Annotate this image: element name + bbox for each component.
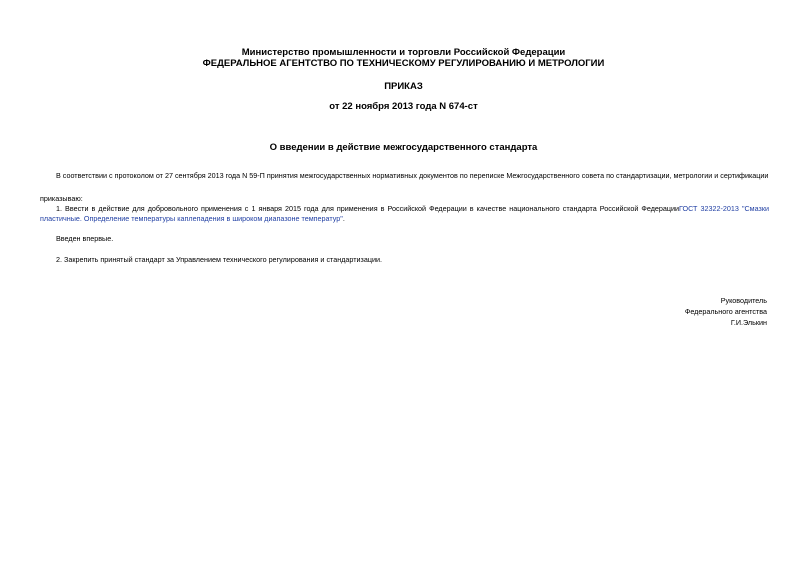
gost-link-part1[interactable]: ГОСТ 32322-2013 "Смазки: [679, 204, 769, 213]
item1-line2: [40, 213, 345, 224]
signature-position: Руководитель: [720, 296, 767, 305]
document-date-number: от 22 ноября 2013 года N 674-ст: [329, 101, 478, 112]
item1-end: .: [342, 214, 345, 223]
agency-name: ФЕДЕРАЛЬНОЕ АГЕНТСТВО ПО ТЕХНИЧЕСКОМУ РЕГУЛИРОВАНИЮ И МЕТРОЛОГИИ: [202, 58, 605, 69]
order-word: приказываю:: [40, 194, 83, 203]
signature-agency: Федерального агентства: [684, 307, 767, 316]
item1-text: 1. Ввести в действие для добровольного применения с 1 января 2015 года для применения в Российской Федерации в качестве национального стандарта Российской Федерации: [56, 204, 680, 213]
ministry-name: Министерство промышленности и торговли Российской Федерации: [241, 47, 566, 58]
introduced-note: Введен впервые.: [56, 234, 114, 243]
gost-link-part2[interactable]: пластичные. Определение температуры каплепадения в широком диапазоне температур": [40, 214, 343, 223]
document-type: ПРИКАЗ: [384, 81, 423, 92]
preamble-paragraph: В соответствии с протоколом от 27 сентября 2013 года N 59-П принятия межгосударственных нормативных документов по переписке Межгосударственного совета по стандартизации, метрологии и сертификации: [56, 171, 769, 180]
item2-paragraph: 2. Закрепить принятый стандарт за Управлением технического регулирования и стандартизации.: [56, 255, 382, 264]
signature-name: Г.И.Элькин: [730, 318, 767, 327]
document-title: О введении в действие межгосударственного стандарта: [269, 142, 538, 153]
